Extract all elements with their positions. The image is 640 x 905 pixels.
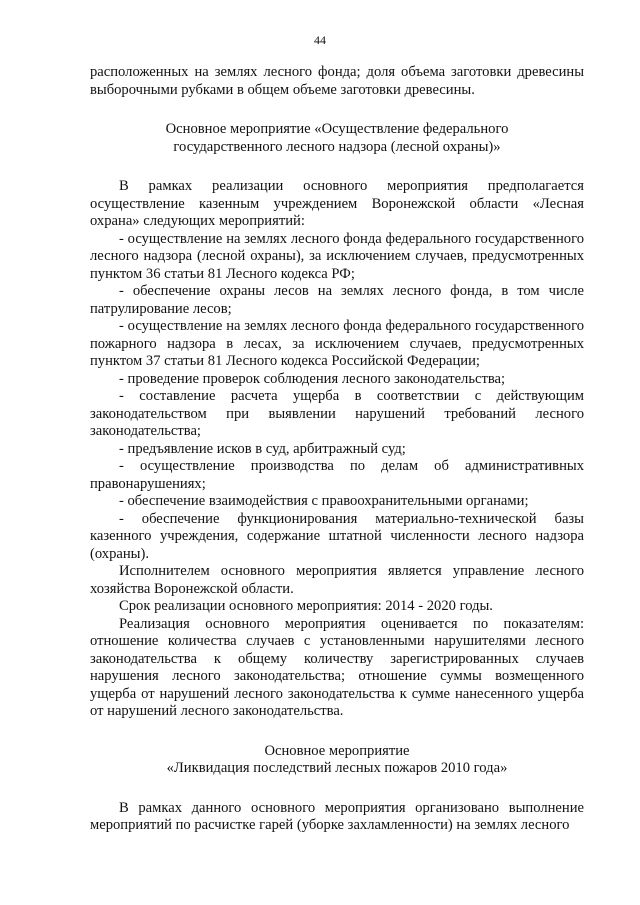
paragraph-fire-aftermath: В рамках данного основного мероприятия организовано выполнение мероприятий по расчистке гарей (уборке захламленности) на землях лесного xyxy=(90,799,584,833)
section-heading-fire-aftermath: «Ликвидация последствий лесных пожаров 2010 года» xyxy=(166,760,508,776)
page-body xyxy=(90,64,584,835)
list-item: - обеспечение функционирования материально-технической базы казенного учреждения, содержание штатной численности лесного надзора (охраны). xyxy=(90,510,584,562)
list-item: - обеспечение охраны лесов на землях лесного фонда, в том числе патрулирование лесов; xyxy=(90,283,584,317)
section-heading-label: Основное мероприятие xyxy=(264,742,410,759)
paragraph-indicators: Реализация основного мероприятия оценивается по показателям: отношение количества случаев с установленными нарушителями лесного законодательства к общему количеству зарегистрированных случаев нарушения лесного законодательства; отношение суммы возмещенного ущерба от нарушений лесного законодательства к сумме нанесенного ущерба от нарушений лесного законодательства. xyxy=(90,615,584,719)
list-item: - проведение проверок соблюдения лесного законодательства; xyxy=(119,370,506,387)
list-item: - осуществление производства по делам об административных правонарушениях; xyxy=(90,458,584,492)
paragraph-term: Срок реализации основного мероприятия: 2014 - 2020 годы. xyxy=(119,598,493,614)
page-number: 44 xyxy=(314,33,326,47)
section-heading-forest-supervision: Основное мероприятие «Осуществление федерального государственного лесного надзора (лесной охраны)» xyxy=(165,121,509,155)
list-item: - составление расчета ущерба в соответствии с действующим законодательством при выявлении нарушений требований лесного законодательства; xyxy=(90,388,584,439)
list-item: - обеспечение взаимодействия с правоохранительными органами; xyxy=(119,493,529,509)
list-item: - осуществление на землях лесного фонда федерального государственного пожарного надзора в лесах, за исключением случаев, предусмотренных пунктом 37 статьи 81 Лесного кодекса Российской Федерации; xyxy=(90,318,584,369)
paragraph-continuation: расположенных на землях лесного фонда; доля объема заготовки древесины выборочными рубками в общем объеме заготовки древесины. xyxy=(90,64,584,98)
paragraph-executor: Исполнителем основного мероприятия является управление лесного хозяйства Воронежской области. xyxy=(90,563,584,597)
paragraph-intro: В рамках реализации основного мероприятия предполагается осуществление казенным учреждением Воронежской области «Лесная охрана» следующих мероприятий: xyxy=(90,178,584,229)
list-item: - осуществление на землях лесного фонда федерального государственного лесного надзора (лесной охраны), за исключением случаев, предусмотренных пунктом 36 статьи 81 Лесного кодекса РФ; xyxy=(90,230,584,282)
list-item: - предъявление исков в суд, арбитражный суд; xyxy=(119,440,406,457)
